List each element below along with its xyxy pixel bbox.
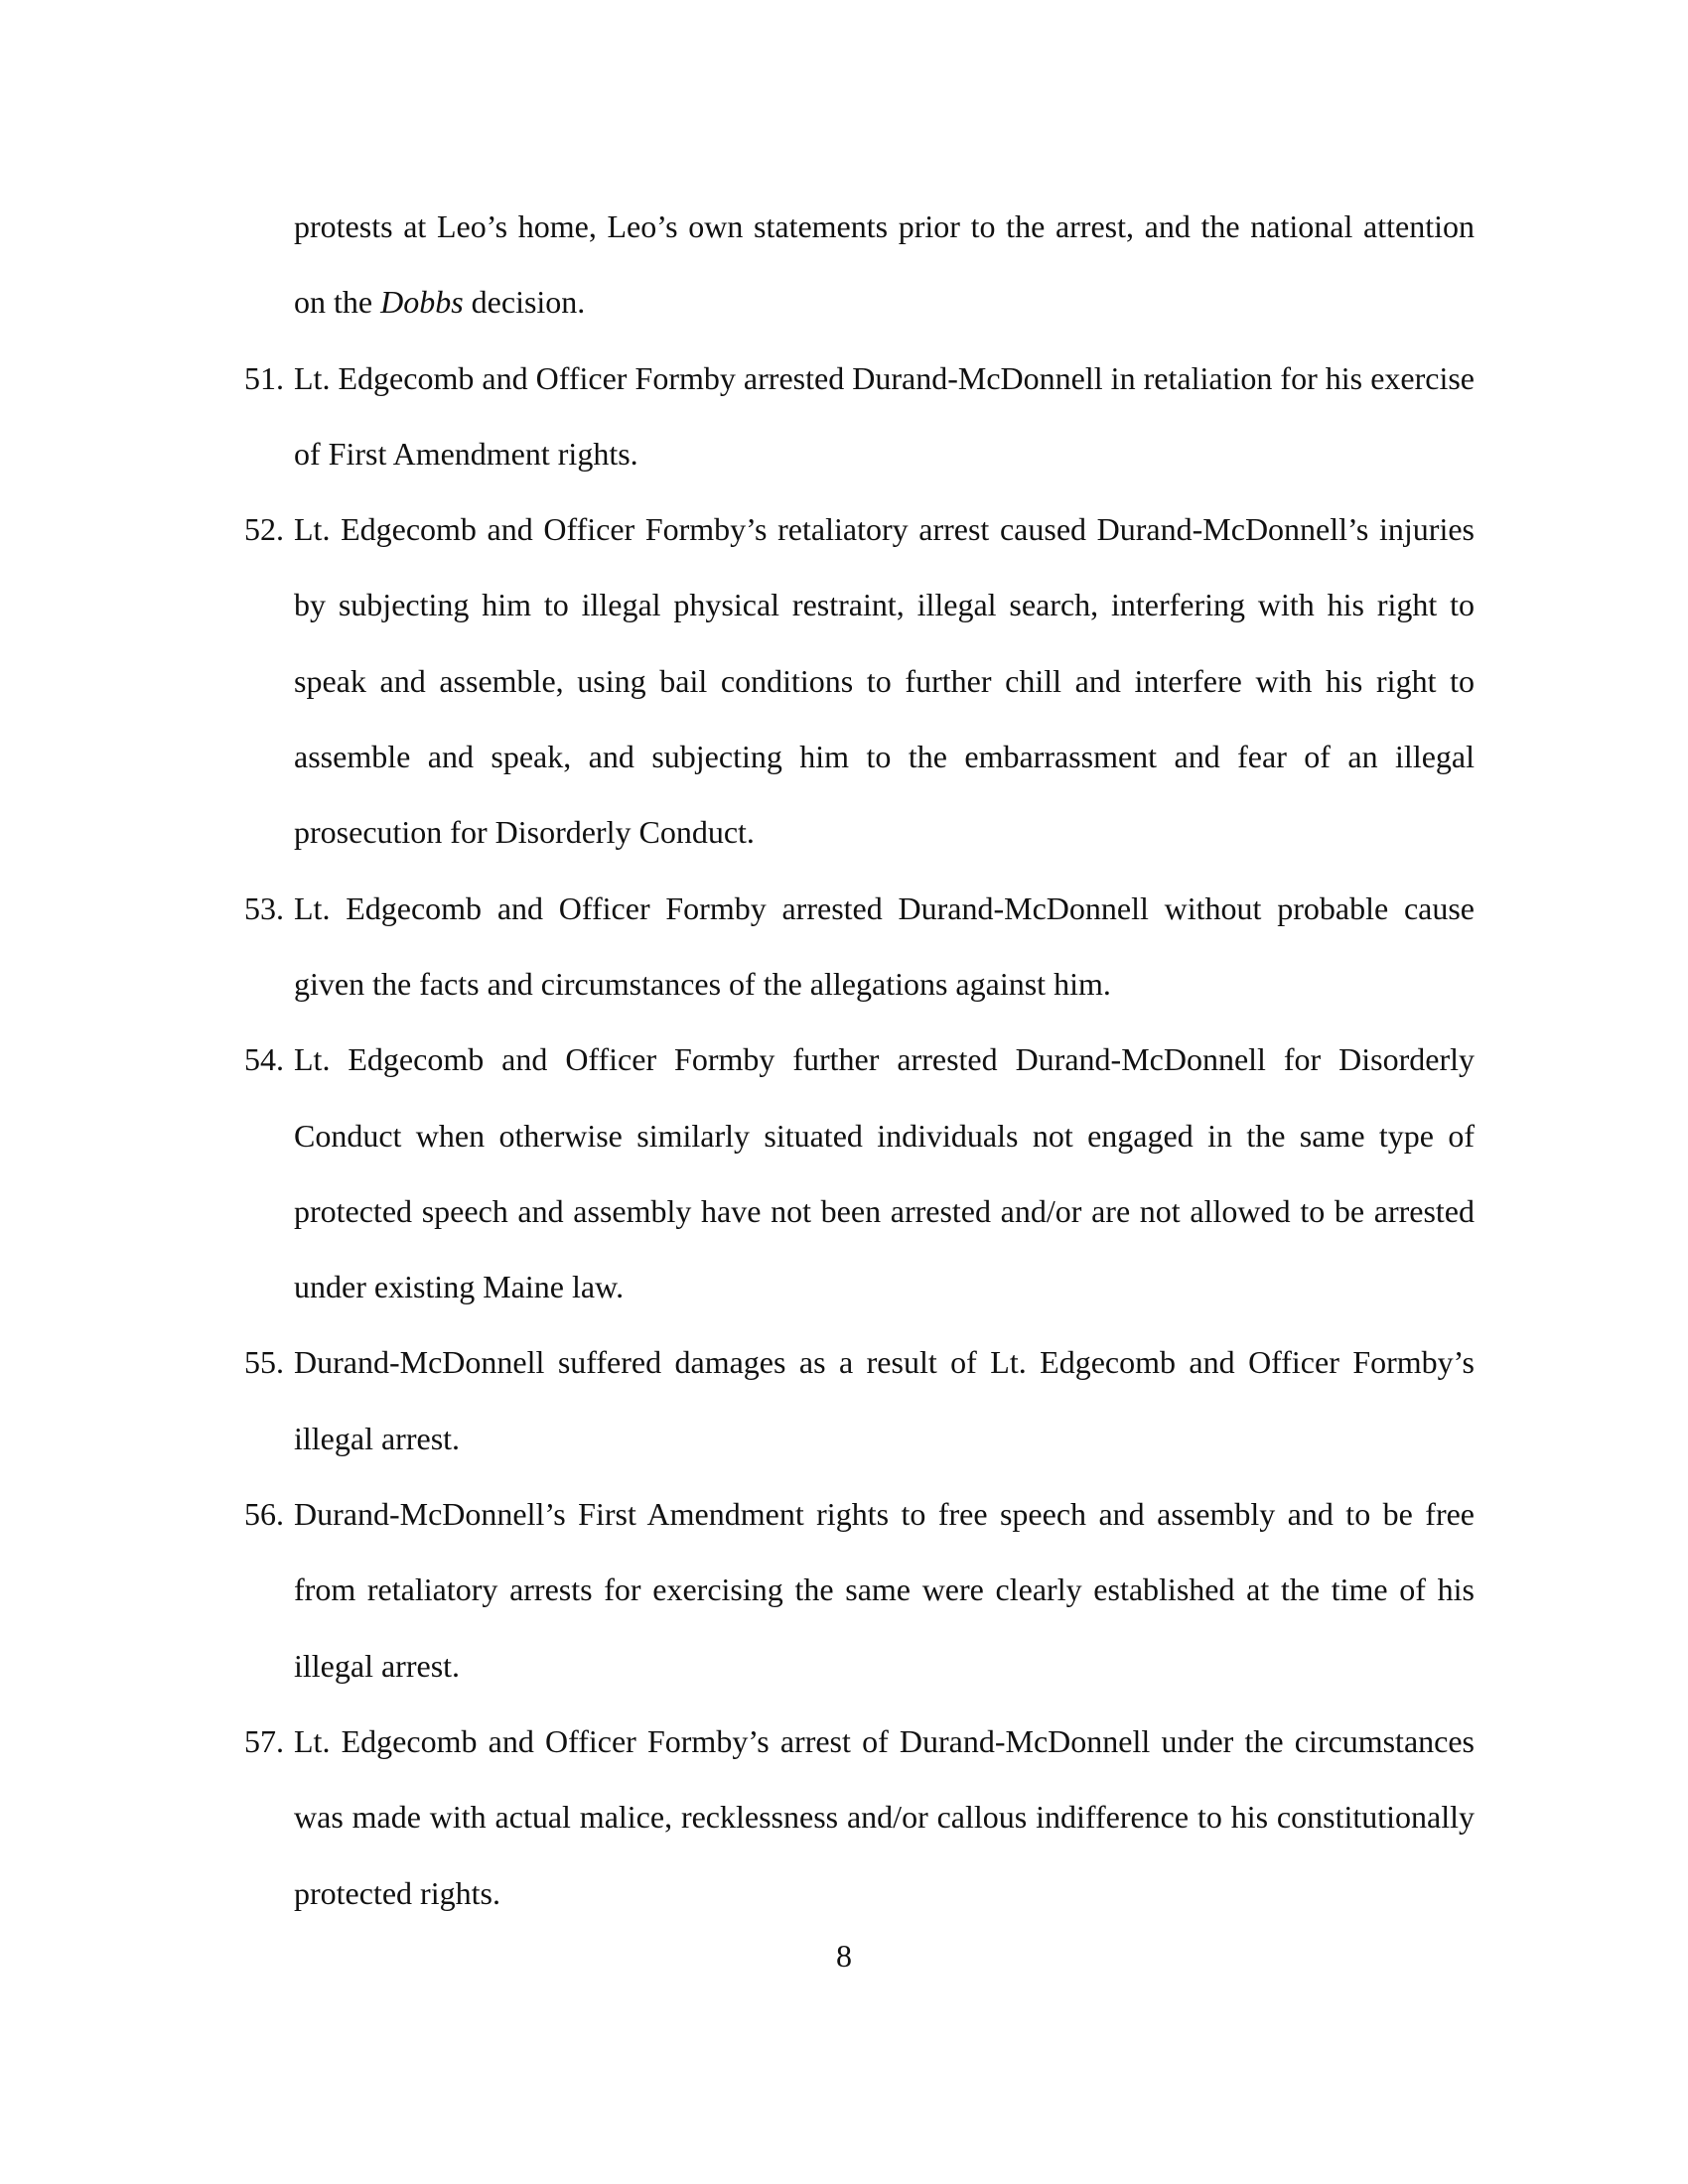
paragraph-text: Lt. Edgecomb and Officer Formby arrested Durand-McDonnell in retaliation for his exercise of First Amendment rights.: [294, 359, 1475, 472]
italic-case-name: Dobbs: [380, 284, 464, 321]
numbered-paragraph-54: [244, 1022, 1475, 1324]
paragraph-number: 54.: [244, 1041, 284, 1078]
paragraph-text: Lt. Edgecomb and Officer Formby further arrested Durand-McDonnell for Disorderly Conduct when otherwise similarly situated individuals not engaged in the same type of protected speech and assembly have not been arrested and/or are not allowed to be arrested under existing Maine law.: [294, 1041, 1475, 1305]
paragraph-text: Lt. Edgecomb and Officer Formby’s retaliatory arrest caused Durand-McDonnell’s injuries by subjecting him to illegal physical restraint, illegal search, interfering with his right to speak and assemble, using bail conditions to further chill and interfere with his right to assemble and speak, and subjecting him to the embarrassment and fear of an illegal prosecution for Disorderly Conduct.: [294, 511, 1475, 851]
paragraph-text: Lt. Edgecomb and Officer Formby’s arrest of Durand-McDonnell under the circumstances was made with actual malice, recklessness and/or callous indifference to his constitutionally protected rights.: [294, 1722, 1475, 1911]
numbered-paragraph-57: [244, 1704, 1475, 1931]
page-number: 8: [836, 1938, 852, 1974]
paragraph-number: 56.: [244, 1496, 284, 1533]
paragraph-number: 55.: [244, 1344, 284, 1381]
numbered-paragraph-51: [244, 341, 1475, 492]
continued-text-start: protests at Leo’s home, Leo’s own statements prior to the arrest, and the national attention on the: [294, 208, 1475, 321]
continued-text-end: decision.: [463, 284, 586, 321]
numbered-paragraph-56: [244, 1476, 1475, 1704]
paragraph-number: 51.: [244, 359, 284, 396]
numbered-paragraph-55: [244, 1324, 1475, 1476]
continued-paragraph: [294, 189, 1475, 341]
numbered-paragraph-52: [244, 491, 1475, 870]
paragraph-text: Lt. Edgecomb and Officer Formby arrested Durand-McDonnell without probable cause given the facts and circumstances of the allegations against him.: [294, 889, 1475, 1002]
paragraph-text: Durand-McDonnell’s First Amendment rights to free speech and assembly and to be free from retaliatory arrests for exercising the same were clearly established at the time of his illegal arrest.: [294, 1496, 1475, 1684]
numbered-paragraph-53: [244, 871, 1475, 1023]
body-text: [244, 189, 1475, 1931]
paragraph-number: 52.: [244, 511, 284, 548]
paragraph-text: Durand-McDonnell suffered damages as a result of Lt. Edgecomb and Officer Formby’s illegal arrest.: [294, 1344, 1475, 1456]
paragraph-number: 57.: [244, 1722, 284, 1759]
paragraph-number: 53.: [244, 889, 284, 926]
